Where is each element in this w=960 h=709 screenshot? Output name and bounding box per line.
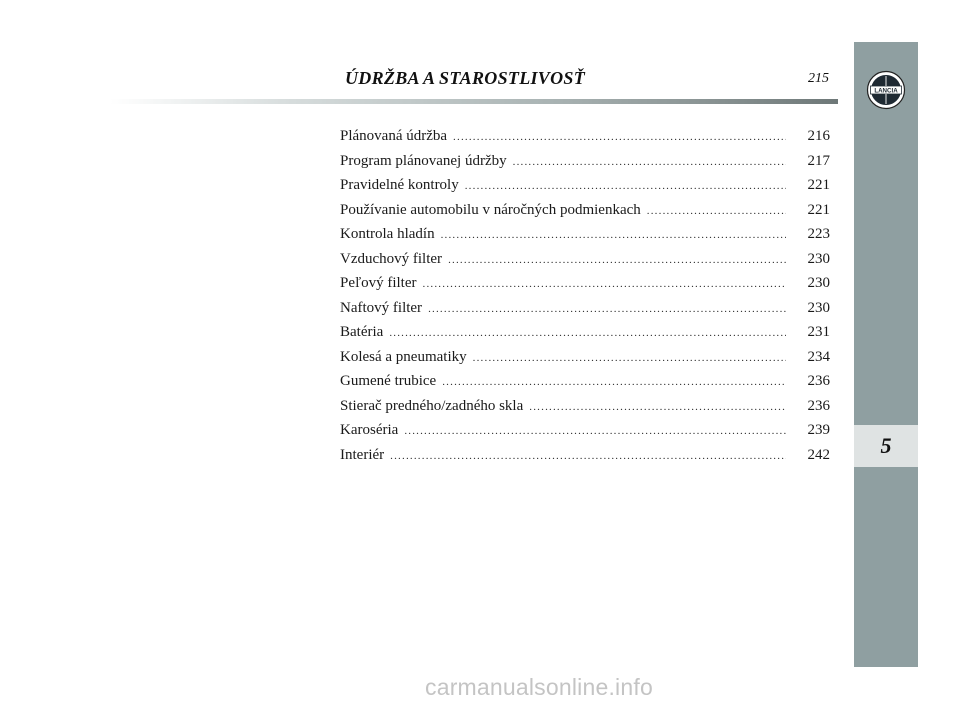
toc-leader-dots: [473, 346, 786, 371]
toc-leader-dots: [423, 272, 787, 297]
toc-row[interactable]: [340, 345, 830, 370]
toc-page: 221: [807, 177, 830, 193]
toc-page: 239: [807, 422, 830, 438]
toc-page: 217: [807, 152, 830, 169]
logo-text: LANCIA: [874, 87, 898, 95]
toc-page: 242: [807, 446, 830, 463]
toc-label: Peľový filter: [340, 275, 417, 291]
toc-page: 236: [807, 373, 830, 389]
toc-leader-dots: [404, 419, 786, 444]
toc-row[interactable]: [340, 418, 830, 443]
toc-page: 234: [807, 348, 830, 365]
toc-row[interactable]: [340, 296, 830, 321]
toc-row[interactable]: [340, 443, 830, 468]
toc-leader-dots: [441, 223, 786, 248]
toc-page: 231: [807, 324, 830, 340]
toc-page: 230: [807, 299, 830, 316]
toc-row[interactable]: [340, 222, 830, 247]
page-number: 215: [808, 71, 829, 86]
toc-leader-dots: [529, 395, 786, 420]
toc-row[interactable]: [340, 369, 830, 394]
toc-leader-dots: [647, 199, 786, 224]
toc-row[interactable]: [340, 198, 830, 223]
toc-leader-dots: [465, 174, 786, 199]
toc-page: 216: [807, 128, 830, 144]
toc-label: Plánovaná údržba: [340, 128, 448, 144]
toc-leader-dots: [390, 444, 786, 469]
toc-label: Používanie automobilu v náročných podmienkach: [340, 201, 641, 218]
toc-leader-dots: [428, 297, 786, 322]
toc-label: Pravidelné kontroly: [340, 177, 459, 193]
toc-row[interactable]: [340, 271, 830, 296]
chapter-number: 5: [854, 425, 918, 467]
toc-leader-dots: [513, 150, 786, 175]
toc-leader-dots: [453, 125, 786, 150]
toc-label: Gumené trubice: [340, 373, 437, 389]
toc-label: Stierač predného/zadného skla: [340, 397, 524, 414]
table-of-contents: [340, 124, 830, 467]
toc-label: Batéria: [340, 324, 384, 340]
lancia-logo: [866, 70, 906, 110]
toc-row[interactable]: [340, 124, 830, 149]
toc-row[interactable]: [340, 394, 830, 419]
toc-leader-dots: [442, 370, 786, 395]
toc-page: 223: [807, 226, 830, 242]
toc-label: Vzduchový filter: [340, 250, 443, 267]
toc-label: Program plánovanej údržby: [340, 152, 507, 169]
watermark: carmanualsonline.info: [425, 674, 653, 700]
toc-page: 221: [807, 201, 830, 218]
toc-page: 230: [807, 250, 830, 267]
toc-leader-dots: [389, 321, 786, 346]
header-rule: [110, 99, 838, 104]
toc-row[interactable]: [340, 320, 830, 345]
toc-leader-dots: [448, 248, 786, 273]
chapter-side-tab: [854, 42, 918, 667]
toc-label: Interiér: [340, 446, 385, 463]
toc-label: Naftový filter: [340, 299, 423, 316]
toc-row[interactable]: [340, 173, 830, 198]
toc-page: 230: [807, 275, 830, 291]
chapter-title: ÚDRŽBA A STAROSTLIVOSŤ: [345, 68, 586, 88]
toc-label: Kolesá a pneumatiky: [340, 348, 467, 365]
toc-page: 236: [807, 397, 830, 414]
toc-row[interactable]: [340, 247, 830, 272]
toc-row[interactable]: [340, 149, 830, 174]
toc-label: Kontrola hladín: [340, 226, 435, 242]
toc-label: Karoséria: [340, 422, 399, 438]
